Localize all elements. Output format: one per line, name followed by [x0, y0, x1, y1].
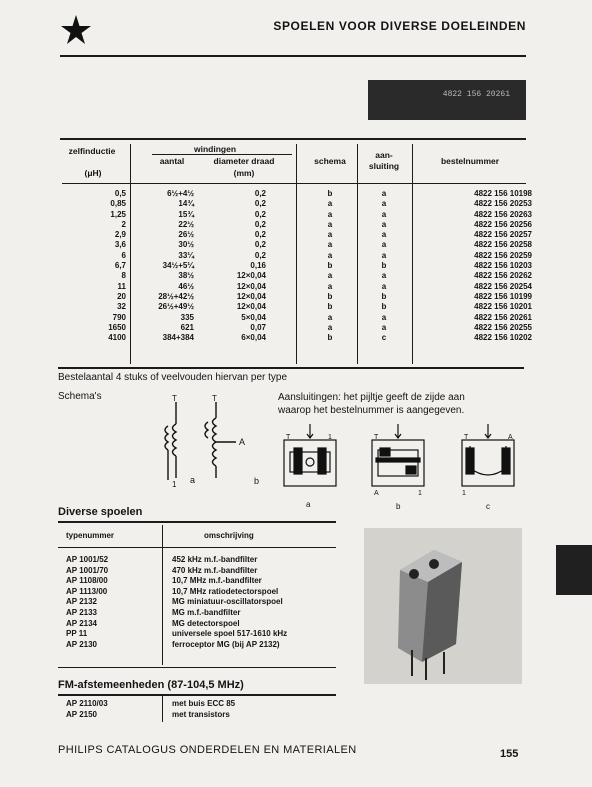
schema-cell: a	[327, 240, 333, 250]
fm-top-rule	[58, 694, 336, 696]
aansluiting-cell: a	[381, 250, 387, 260]
schema-a-one-label: 1	[172, 480, 177, 489]
schema-cell: a	[327, 219, 333, 229]
aantal-cell: 15¾	[178, 209, 194, 219]
schema-cell: a	[327, 271, 333, 281]
bestelnummer-cell: 4822 156 10203	[474, 261, 532, 271]
coil-product-photo	[368, 80, 526, 120]
diameter-cell: 0,16	[250, 261, 266, 271]
col-divider	[357, 144, 358, 364]
diameter-column	[206, 189, 266, 343]
fm-type-list	[66, 699, 108, 720]
bestelnummer-cell: 4822 156 20255	[474, 322, 532, 332]
diameter-cell: 0,2	[254, 240, 266, 250]
diverse-col-desc: omschrijving	[204, 531, 254, 540]
diverse-top-rule	[58, 521, 336, 523]
windingen-rule	[152, 154, 292, 155]
table-bottom-rule	[58, 367, 524, 369]
fm-title: FM-afstemeenheden (87-104,5 MHz)	[58, 679, 244, 691]
diverse-desc-list	[172, 555, 287, 650]
conn-a-one-label: 1	[328, 434, 332, 441]
connection-diagrams-icon	[280, 420, 532, 496]
schema-cell: b	[327, 261, 333, 271]
list-item-type: PP 11	[66, 629, 88, 639]
list-item-type: AP 1113/00	[66, 586, 108, 596]
zelfinductie-cell: 8	[121, 271, 126, 281]
conn-b-t-label: T	[374, 434, 379, 441]
conn-c-label: c	[486, 502, 490, 511]
aantal-cell: 46½	[178, 281, 194, 291]
zelfinductie-cell: 1650	[108, 322, 126, 332]
zelfinductie-cell: 1,25	[110, 209, 126, 219]
aantal-cell: 28½+42½	[158, 291, 194, 301]
bestelnummer-cell: 4822 156 20253	[474, 199, 532, 209]
aansluitingen-note-1: Aansluitingen: het pijltje geeft de zijde aan	[278, 392, 465, 403]
aantal-cell: 22½	[178, 219, 194, 229]
zelfinductie-cell: 2	[121, 219, 126, 229]
col-divider	[412, 144, 413, 364]
bestelnummer-cell: 4822 156 20257	[474, 230, 532, 240]
header-unit: (μH)	[84, 168, 102, 178]
schema-cell: a	[327, 312, 333, 322]
list-item-type: AP 2134	[66, 618, 97, 628]
photo-label: 4822 156 20261	[442, 90, 510, 99]
list-item-type: AP 1001/52	[66, 555, 109, 564]
col-divider	[296, 144, 297, 364]
conn-b-a-label: A	[374, 490, 379, 497]
zelfinductie-cell: 0,85	[110, 199, 126, 209]
diverse-col-divider	[162, 525, 163, 665]
aansluiting-cell: c	[381, 333, 387, 343]
diameter-cell: 0,2	[254, 209, 266, 219]
bestelnummer-cell: 4822 156 10202	[474, 333, 532, 343]
schema-column	[310, 189, 350, 343]
header-bestelnummer: bestelnummer	[440, 156, 500, 166]
schema-cell: a	[327, 230, 333, 240]
aansluiting-cell: a	[381, 271, 387, 281]
order-note: Bestelaantal 4 stuks of veelvouden hiervan per type	[58, 372, 288, 383]
table-top-rule	[60, 138, 526, 140]
zelfinductie-cell: 20	[117, 291, 126, 301]
coil-schematics-icon	[150, 394, 270, 490]
aansluiting-cell: b	[381, 302, 387, 312]
diameter-cell: 5×0,04	[241, 312, 266, 322]
bestelnummer-column	[422, 189, 532, 343]
zelfinductie-cell: 3,6	[114, 240, 126, 250]
title-rule	[60, 55, 526, 57]
zelfinductie-cell: 6	[121, 250, 126, 260]
header-diameter: diameter draad	[213, 156, 275, 166]
conn-a-t-label: T	[286, 434, 291, 441]
list-item-desc: 470 kHz m.f.-bandfilter	[172, 565, 258, 575]
aantal-cell: 335	[180, 312, 194, 322]
zelfinductie-cell: 32	[117, 302, 126, 312]
zelfinductie-cell: 790	[112, 312, 126, 322]
list-item-type: AP 2133	[66, 607, 97, 617]
list-item-desc: MG m.f.-bandfilter	[172, 607, 241, 617]
conn-c-t-label: T	[464, 434, 469, 441]
fm-col-divider	[162, 696, 163, 722]
diverse-header-rule	[58, 547, 336, 548]
list-item-type: AP 1001/70	[66, 565, 109, 575]
schema-cell: a	[327, 209, 333, 219]
list-item-desc: MG detectorspoel	[172, 618, 240, 628]
aansluiting-cell: a	[381, 189, 387, 198]
schema-cell: a	[327, 199, 333, 209]
star-logo-icon	[60, 14, 92, 46]
aansluitingen-note-2: waarop het bestelnummer is aangegeven.	[278, 405, 465, 416]
aansluiting-column	[364, 189, 404, 343]
diameter-cell: 0,2	[254, 250, 266, 260]
header-mm: (mm)	[233, 168, 255, 178]
aansluiting-cell: a	[381, 240, 387, 250]
zelfinductie-cell: 6,7	[114, 261, 126, 271]
diameter-cell: 0,2	[254, 199, 266, 209]
aantal-column	[150, 189, 194, 343]
header-aantal: aantal	[159, 156, 185, 166]
fm-desc-list	[172, 699, 235, 720]
page-title: SPOELEN VOOR DIVERSE DOELEINDEN	[273, 19, 526, 33]
page-number: 155	[500, 748, 519, 760]
schema-cell: a	[327, 250, 333, 260]
bestelnummer-cell: 4822 156 20256	[474, 219, 532, 229]
list-item-desc: met transistors	[172, 709, 230, 719]
bestelnummer-cell: 4822 156 10199	[474, 291, 532, 301]
bestelnummer-cell: 4822 156 20254	[474, 281, 532, 291]
list-item-type: AP 2150	[66, 709, 97, 719]
header-zelfinductie: zelfinductie	[68, 146, 116, 156]
aansluiting-cell: a	[381, 281, 387, 291]
header-schema: schema	[314, 156, 346, 166]
bestelnummer-cell: 4822 156 20262	[474, 271, 532, 281]
zelfinductie-cell: 11	[117, 281, 126, 291]
diverse-bottom-rule	[58, 667, 336, 668]
schema-a-t-label: T	[172, 394, 177, 403]
aantal-cell: 33¼	[178, 250, 194, 260]
aantal-cell: 6½+4½	[167, 189, 194, 198]
aantal-cell: 621	[180, 322, 194, 332]
diameter-cell: 6×0,04	[241, 333, 266, 343]
aansluiting-cell: a	[381, 209, 387, 219]
list-item-desc: 452 kHz m.f.-bandfilter	[172, 555, 258, 564]
schema-cell: a	[327, 322, 333, 332]
aantal-cell: 26½+49½	[158, 302, 194, 312]
list-item-desc: ferroceptor MG (bij AP 2132)	[172, 639, 280, 649]
diameter-cell: 0,2	[254, 230, 266, 240]
diameter-cell: 12×0,04	[236, 281, 266, 291]
list-item-type: AP 2110/03	[66, 699, 108, 708]
list-item-desc: 10,7 MHz m.f.-bandfilter	[172, 576, 262, 586]
bestelnummer-cell: 4822 156 20263	[474, 209, 532, 219]
diameter-cell: 0,2	[254, 189, 266, 198]
aansluiting-cell: a	[381, 230, 387, 240]
diameter-cell: 0,2	[254, 219, 266, 229]
diverse-type-list	[66, 555, 108, 650]
list-item-type: AP 1108/00	[66, 576, 108, 586]
aantal-cell: 34½+5¼	[162, 261, 194, 271]
zelfinductie-cell: 2,9	[114, 230, 126, 240]
conn-c-one-label: 1	[462, 490, 466, 497]
conn-b-label: b	[396, 502, 401, 511]
section-tab-marker	[556, 545, 592, 595]
diameter-cell: 12×0,04	[236, 302, 266, 312]
schema-b-t-label: T	[212, 394, 217, 403]
list-item-desc: 10,7 MHz ratiodetectorspoel	[172, 586, 279, 596]
conn-b-one-label: 1	[418, 490, 422, 497]
header-windingen: windingen	[193, 144, 237, 154]
diameter-cell: 12×0,04	[236, 291, 266, 301]
zelfinductie-column	[62, 189, 126, 343]
footer-catalog-title: PHILIPS CATALOGUS ONDERDELEN EN MATERIALEN	[58, 744, 357, 756]
bestelnummer-cell: 4822 156 20259	[474, 250, 532, 260]
header-aansluiting-2: sluiting	[368, 161, 400, 171]
zelfinductie-cell: 0,5	[114, 189, 126, 198]
aansluiting-cell: a	[381, 199, 387, 209]
bestelnummer-cell: 4822 156 10198	[474, 189, 532, 198]
schema-cell: a	[327, 281, 333, 291]
aansluiting-cell: a	[381, 312, 387, 322]
schema-cell: b	[327, 189, 333, 198]
list-item-type: AP 2130	[66, 639, 97, 649]
filter-can-photo	[364, 528, 522, 684]
aantal-cell: 14¾	[178, 199, 194, 209]
diverse-title: Diverse spoelen	[58, 506, 143, 518]
aansluiting-cell: b	[381, 261, 387, 271]
diverse-col-type: typenummer	[66, 531, 115, 540]
list-item-desc: met buis ECC 85	[172, 699, 236, 708]
diameter-cell: 0,07	[250, 322, 266, 332]
schema-cell: b	[327, 302, 333, 312]
header-bottom-rule	[62, 183, 526, 184]
conn-a-label: a	[306, 500, 311, 509]
list-item-desc: MG miniatuur-oscillatorspoel	[172, 597, 283, 607]
schemas-label: Schema's	[58, 391, 102, 402]
bestelnummer-cell: 4822 156 10201	[474, 302, 532, 312]
zelfinductie-cell: 4100	[108, 333, 126, 343]
schema-cell: b	[327, 333, 333, 343]
schema-b-tap-label: A	[239, 437, 246, 447]
aantal-cell: 30½	[178, 240, 194, 250]
list-item-desc: universele spoel 517-1610 kHz	[172, 629, 288, 639]
aansluiting-cell: a	[381, 322, 387, 332]
aansluiting-cell: b	[381, 291, 387, 301]
aantal-cell: 26½	[178, 230, 194, 240]
header-aansluiting-1: aan-	[375, 150, 393, 160]
bestelnummer-cell: 4822 156 20258	[474, 240, 532, 250]
col-divider	[130, 144, 131, 364]
aantal-cell: 384+384	[162, 333, 194, 343]
conn-c-a-label: A	[508, 434, 513, 441]
schema-b-label: b	[254, 476, 260, 486]
bestelnummer-cell: 4822 156 20261	[474, 312, 532, 322]
list-item-type: AP 2132	[66, 597, 97, 607]
aantal-cell: 38½	[178, 271, 194, 281]
diameter-cell: 12×0,04	[236, 271, 266, 281]
schema-a-label: a	[190, 475, 196, 485]
schema-cell: b	[327, 291, 333, 301]
aansluiting-cell: a	[381, 219, 387, 229]
